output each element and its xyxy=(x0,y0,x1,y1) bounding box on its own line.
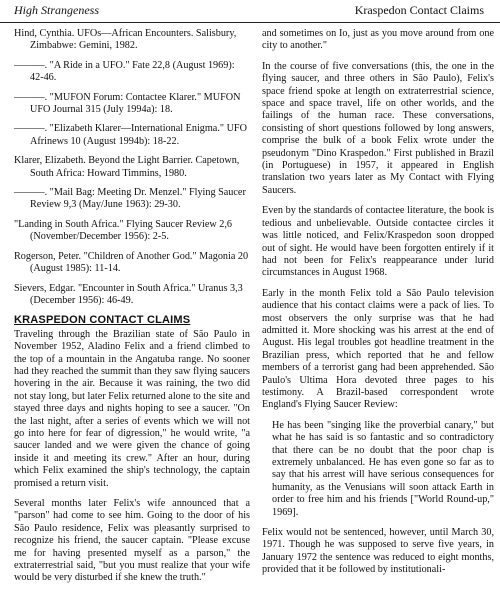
reference-entry: ———. "Elizabeth Klarer—International Enigma." UFO Afrinews 10 (August 1994b): 18-22. xyxy=(14,123,247,147)
body-paragraph: Traveling through the Brazilian state of São Paulo in November 1952, Aladino Felix and a friend climbed to the top of a mountain in the Angatuba range. No sooner had they reached the summit than they saw flying saucers hovering in the air. Because it was raining, the two did not stay long, but later Felix returned alone to the site and stayed three days and nights hoping to see a saucer. "On the last night, after a series of events which we will not go into here for fear of digression," he would write, "a saucer landed and we were given the chance of going inside it and meeting its crew." After an hour, during which Felix examined the ship's technology, the captain promised a return visit. xyxy=(14,328,250,489)
reference-entry: ———. "A Ride in a UFO." Fate 22,8 (August 1969): 42-46. xyxy=(14,59,235,84)
right-column xyxy=(262,28,494,585)
body-paragraph: Several months later Felix's wife announced that a "parson" had come to see him. Going to the door of his São Paulo residence, Felix was pleasantly surprised to recognize his friend, the saucer captain. "Please excuse me for having presented myself as a parson," the extraterrestrial said, "but you must realize that your wife would be very disturbed if she knew the truth." xyxy=(14,498,250,584)
reference-entry: ———. "Mail Bag: Meeting Dr. Menzel." Flying Saucer Review 9,3 (May/June 1963): 29-30. xyxy=(14,187,246,211)
header-left-title: High Strangeness xyxy=(14,3,99,17)
body-paragraph: In the course of five conversations (this, the one in the flying saucer, and three others in São Paulo), Felix's space friend spoke at length on extraterrestrial science, space and space travel, life on other worlds, and the failings of the human race. These conversations, consisting of short questions followed by long answers, comprise the bulk of a book Felix wrote under the pseudonym "Dino Kraspedon." First published in Brazil (in Portuguese) in 1957, it appeared in English translation two years later as My Contact with Flying Saucers. xyxy=(262,60,494,196)
reference-entry: Klarer, Elizabeth. Beyond the Light Barrier. Capetown, South Africa: Howard Timmins, 1980. xyxy=(14,155,240,179)
body-paragraph: Even by the standards of contactee literature, the book is tedious and unbelievable. Outside contactee circles it was little noticed, and Felix/Kraspedon soon dropped out of sight. He would have been forgotten entirely if it had not been for Felix's reappearance under lurid circumstances in August 1968. xyxy=(262,205,494,279)
section-title: KRASPEDON CONTACT CLAIMS xyxy=(14,314,191,327)
reference-entry: Hind, Cynthia. UFOs—African Encounters. Salisbury, Zimbabwe: Gemini, 1982. xyxy=(14,28,237,52)
reference-entry: Sievers, Edgar. "Encounter in South Africa." Uranus 3,3 (December 1956): 46-49. xyxy=(14,282,243,306)
body-paragraph: Felix would not be sentenced, however, until March 30, 1971. Though he was supposed to serve five years, in January 1972 the sentence was reduced to eight months, provided that it be followed by institutionali- xyxy=(262,527,494,576)
left-column xyxy=(14,28,250,593)
running-header xyxy=(0,0,500,23)
reference-entry: "Landing in South Africa." Flying Saucer Review 2,6 (November/December 1956): 2-5. xyxy=(14,218,232,243)
header-right-title: Kraspedon Contact Claims xyxy=(354,3,484,17)
body-paragraph: Early in the month Felix told a São Paulo television audience that his contact claims were a pack of lies. To most observers the only surprise was that he had admitted it. More shocking was his arrest at the end of August. His legal troubles got headline treatment in the Brazilian press, which reported that he and fellow members of a terrorist gang had been apprehended. São Paulo's Ultima Hora devoted three pages to his testimony. A Brazil-based correspondent wrote England's Flying Saucer Review: xyxy=(262,287,494,411)
block-quote: He has been "singing like the proverbial canary," but what he has said is so fantastic and so contradictory that there can be no doubt that the poor chap is extremely unbalanced. He has even gone so far as to say that his arrest will have serious consequences for humanity, as the Venusians will soon attack Earth in order to free him and his friends ["World Round-up," 1969]. xyxy=(272,419,494,518)
reference-entry: ———. "MUFON Forum: Contactee Klarer." MUFON UFO Journal 315 (July 1994a): 18. xyxy=(14,91,241,116)
reference-entry: Rogerson, Peter. "Children of Another God." Magonia 20 (August 1985): 11-14. xyxy=(14,250,249,275)
body-paragraph: and sometimes on Io, just as you move around from one city to another." xyxy=(262,28,494,52)
